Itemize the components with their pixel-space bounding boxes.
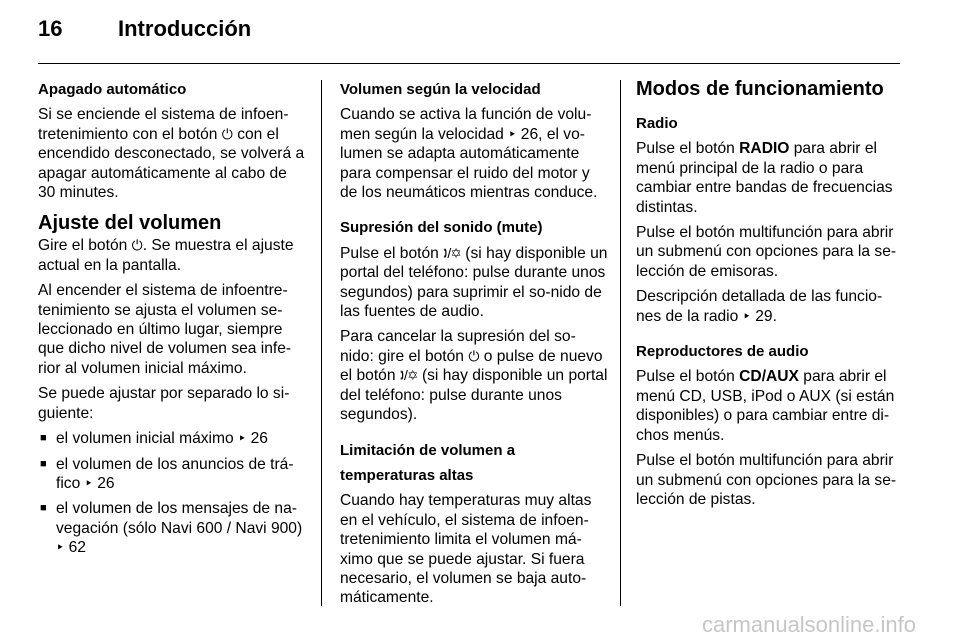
phone-mute-icon: 🕽/✡: [399, 367, 418, 384]
reference-arrow-icon: ‣: [742, 307, 751, 324]
mute-p2-b: o pulse de nuevo el botón: [340, 347, 603, 385]
speed-text-b: , el vo-lumen se adapta automáticamente para compensar el ruido del motor y de los neumáticos mientras conduce.: [340, 125, 598, 202]
power-icon: ⏻: [468, 347, 480, 364]
power-icon: ⏻: [221, 125, 233, 142]
volume-list: [38, 429, 306, 557]
radio-p3-a: Descripción detallada de las funcio-nes de la radio: [636, 288, 883, 325]
header-rule: [38, 63, 900, 64]
radio-p3: [636, 287, 904, 326]
cd-aux-button-label: CD/AUX: [739, 368, 799, 386]
players-p1-a: Pulse el botón: [636, 368, 740, 386]
radio-p1-b: para abrir el menú principal de la radio o para cambiar entre bandas de frecuencias distintas.: [636, 140, 893, 216]
volume-heading: Ajuste del volumen: [38, 212, 222, 235]
page-reference: 26: [520, 125, 539, 143]
modes-heading: Modos de funcionamiento: [636, 78, 884, 100]
page-reference: 26: [97, 474, 115, 492]
temp-heading-1: Limitación de volumen a: [340, 441, 516, 459]
radio-p1: [636, 139, 904, 217]
speed-heading: Volumen según la velocidad: [340, 81, 541, 98]
mute-p1: [340, 244, 608, 322]
auto-off-text-a: Si se enciende el sistema de infoen-tretenimiento con el botón: [38, 106, 289, 143]
radio-p2: Pulse el botón multifunción para abrir un submenú con opciones para la se-lección de emisoras.: [636, 224, 897, 280]
mute-p2-a: Para cancelar la supresión del so-nido: gire el botón: [340, 328, 576, 365]
volume-p1-b: . Se muestra el ajuste actual en la pantalla.: [38, 237, 294, 274]
reference-arrow-icon: ‣: [84, 474, 93, 491]
column-3: [636, 80, 904, 515]
spacer: [340, 208, 608, 218]
speed-text: [340, 105, 608, 202]
temp-text: Cuando hay temperaturas muy altas en el vehículo, el sistema de infoen-tretenimiento limita el volumen má-ximo que se puede ajustar. Si fuera necesario, el volumen se baja auto-máticamente.: [340, 492, 592, 607]
page-number: 16: [38, 16, 63, 41]
volume-p1: [38, 236, 306, 275]
radio-p1-a: Pulse el botón: [636, 140, 740, 158]
page-reference: 26: [250, 430, 268, 448]
chapter-title: Introducción: [118, 16, 252, 41]
list-item-text: el volumen de los mensajes de na-vegación (sólo Navi 600 / Navi 900): [56, 500, 303, 537]
volume-p1-a: Gire el botón: [38, 237, 132, 255]
page-header: [38, 16, 251, 50]
reference-arrow-icon: ‣: [238, 430, 247, 447]
mute-heading: Supresión del sonido (mute): [340, 219, 543, 237]
mute-p1-a: Pulse el botón: [340, 244, 444, 262]
mute-p2: [340, 327, 608, 424]
volume-p2: Al encender el sistema de infoentre-tenimiento se ajusta el volumen se-leccionado en último lugar, siempre que dicho nivel de volumen sea infe-rior al volumen inicial máximo.: [38, 282, 292, 377]
auto-off-text: [38, 105, 306, 202]
auto-off-text-b: con el encendido desconectado, se volverá a apagar automáticamente al cabo de 30 minutes.: [38, 125, 305, 202]
speed-text-a: Cuando se activa la función de volu-men según la velocidad: [340, 106, 592, 143]
reference-arrow-icon: ‣: [56, 539, 65, 556]
list-item: [38, 499, 306, 557]
mute-p1-b: (si hay disponible un portal del teléfono: pulse durante unos segundos) para suprimir el so-nido de las fuentes de audio.: [340, 244, 608, 321]
page-reference: 29: [755, 307, 773, 325]
players-p1-b: para abrir el menú CD, USB, iPod o AUX (si están disponibles) o para cambiar entre di-chos menús.: [636, 368, 895, 444]
radio-button-label: RADIO: [739, 140, 790, 158]
column-divider-1: [321, 80, 322, 606]
phone-mute-icon: 🕽/✡: [443, 244, 461, 261]
list-item: [38, 429, 306, 448]
radio-heading: Radio: [636, 115, 678, 132]
mute-p2-c: (si hay disponible un portal del teléfono: pulse durante unos segundos).: [340, 367, 608, 424]
page-reference: 62: [68, 539, 86, 557]
players-p2: Pulse el botón multifunción para abrir un submenú con opciones para la se-lección de pistas.: [636, 452, 897, 508]
column-2: [340, 80, 608, 614]
column-1: [38, 80, 306, 564]
list-item-text: el volumen inicial máximo: [56, 430, 238, 448]
power-icon: ⏻: [131, 237, 143, 254]
column-divider-2: [620, 80, 621, 606]
reference-arrow-icon: ‣: [508, 125, 517, 142]
temp-heading-2: temperaturas altas: [340, 466, 474, 484]
radio-p3-b: .: [772, 307, 777, 325]
list-item: [38, 455, 306, 494]
players-heading: Reproductores de audio: [636, 343, 809, 361]
auto-off-heading: Apagado automático: [38, 81, 187, 98]
list-item-text: el volumen de los anuncios de trá-fico: [56, 455, 294, 492]
volume-p3: Se puede ajustar por separado lo si-guiente:: [38, 385, 290, 422]
watermark: carmanualsonline.info: [701, 612, 916, 637]
spacer: [340, 431, 608, 441]
spacer: [636, 332, 904, 342]
players-p1: [636, 367, 904, 445]
